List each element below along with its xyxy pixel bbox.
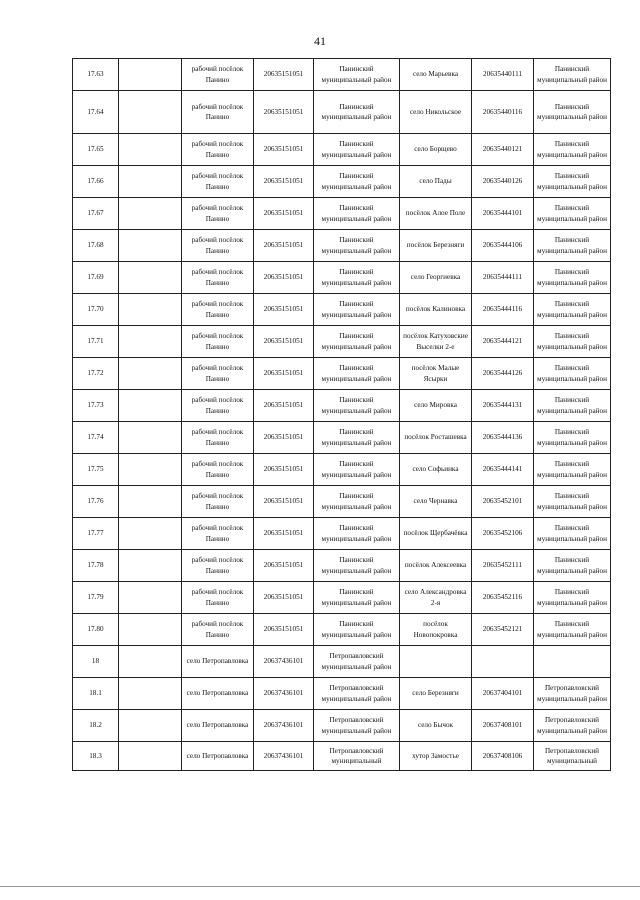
table-cell-col6: 20635444131 <box>472 390 534 422</box>
table-cell-col3: 20637436101 <box>254 646 314 678</box>
table-cell-col5: посёлок Калиновка <box>400 294 472 326</box>
table-cell-col6: 20635440111 <box>472 59 534 91</box>
table-cell-col3: 20635151051 <box>254 486 314 518</box>
table-cell-col0: 17.78 <box>73 550 119 582</box>
table-cell-col1 <box>119 422 182 454</box>
table-row <box>73 518 611 550</box>
table-cell-col5: посёлок Алое Поле <box>400 198 472 230</box>
table-cell-col0: 17.66 <box>73 166 119 198</box>
table-cell-col0: 17.65 <box>73 134 119 166</box>
table-cell-col3: 20637436101 <box>254 678 314 710</box>
table-row <box>73 134 611 166</box>
table-cell-col2: рабочий посёлок Панино <box>182 518 254 550</box>
table-cell-col1 <box>119 91 182 134</box>
table-cell-col7: Панинский муниципальный район <box>534 262 611 294</box>
table-cell-col2: рабочий посёлок Панино <box>182 582 254 614</box>
table-cell-col5: посёлок Щербачёвка <box>400 518 472 550</box>
table-cell-col5: село Чернавка <box>400 486 472 518</box>
table-cell-col3: 20635151051 <box>254 518 314 550</box>
table-cell-col2: рабочий посёлок Панино <box>182 454 254 486</box>
table-cell-col1 <box>119 550 182 582</box>
table-cell-col5 <box>400 646 472 678</box>
table-cell-col0: 17.77 <box>73 518 119 550</box>
table-cell-col7: Панинский муниципальный район <box>534 294 611 326</box>
table-cell-col4: Петропавловский муниципальный район <box>314 678 400 710</box>
table-cell-col1 <box>119 326 182 358</box>
table-row <box>73 262 611 294</box>
table-cell-col0: 17.79 <box>73 582 119 614</box>
table-row <box>73 742 611 771</box>
table-cell-col4: Панинский муниципальный район <box>314 262 400 294</box>
table-cell-col1 <box>119 390 182 422</box>
table-cell-col0: 17.68 <box>73 230 119 262</box>
table-cell-col7: Панинский муниципальный район <box>534 550 611 582</box>
table-cell-col3: 20635151051 <box>254 614 314 646</box>
table-cell-col0: 17.75 <box>73 454 119 486</box>
table-cell-col6: 20637404101 <box>472 678 534 710</box>
table-cell-col1 <box>119 646 182 678</box>
table-cell-col5: хутор Замостье <box>400 742 472 771</box>
table-cell-col2: село Петропавловка <box>182 646 254 678</box>
table-cell-col7: Панинский муниципальный район <box>534 422 611 454</box>
table-cell-col5: посёлок Березняги <box>400 230 472 262</box>
table-cell-col7: Панинский муниципальный район <box>534 358 611 390</box>
table-cell-col5: село Пады <box>400 166 472 198</box>
table-cell-col2: рабочий посёлок Панино <box>182 358 254 390</box>
table-cell-col0: 17.74 <box>73 422 119 454</box>
table-cell-col3: 20637436101 <box>254 710 314 742</box>
table-cell-col2: село Петропавловка <box>182 742 254 771</box>
table-cell-col5: село Никольское <box>400 91 472 134</box>
table-cell-col7: Петропавловский муниципальный район <box>534 710 611 742</box>
table-cell-col3: 20637436101 <box>254 742 314 771</box>
table-row <box>73 326 611 358</box>
table-cell-col5: село Александровка 2-я <box>400 582 472 614</box>
table-cell-col2: рабочий посёлок Панино <box>182 230 254 262</box>
table-cell-col4: Панинский муниципальный район <box>314 358 400 390</box>
table-cell-col5: посёлок Малые Ясырки <box>400 358 472 390</box>
table-cell-col0: 17.69 <box>73 262 119 294</box>
table-cell-col6: 20637408101 <box>472 710 534 742</box>
table-row <box>73 198 611 230</box>
table-row <box>73 422 611 454</box>
table-cell-col1 <box>119 230 182 262</box>
table-cell-col4: Панинский муниципальный район <box>314 582 400 614</box>
table-cell-col7: Панинский муниципальный район <box>534 614 611 646</box>
table-cell-col2: рабочий посёлок Панино <box>182 614 254 646</box>
table-cell-col2: рабочий посёлок Панино <box>182 166 254 198</box>
table-cell-col4: Панинский муниципальный район <box>314 134 400 166</box>
table-cell-col2: рабочий посёлок Панино <box>182 294 254 326</box>
table-row <box>73 710 611 742</box>
table-cell-col1 <box>119 358 182 390</box>
table-cell-col2: рабочий посёлок Панино <box>182 390 254 422</box>
table-cell-col6: 20635452111 <box>472 550 534 582</box>
table-cell-col7: Панинский муниципальный район <box>534 486 611 518</box>
table-cell-col7: Панинский муниципальный район <box>534 166 611 198</box>
table-cell-col2: рабочий посёлок Панино <box>182 198 254 230</box>
table-cell-col1 <box>119 198 182 230</box>
table-cell-col5: посёлок Катуховские Выселки 2-е <box>400 326 472 358</box>
table-cell-col2: село Петропавловка <box>182 710 254 742</box>
table-cell-col1 <box>119 59 182 91</box>
table-row <box>73 390 611 422</box>
table-cell-col0: 18.2 <box>73 710 119 742</box>
table-cell-col2: рабочий посёлок Панино <box>182 91 254 134</box>
table-cell-col6: 20635444111 <box>472 262 534 294</box>
table-cell-col3: 20635151051 <box>254 59 314 91</box>
table-cell-col4: Петропавловский муниципальный район <box>314 710 400 742</box>
table-cell-col6: 20635444136 <box>472 422 534 454</box>
table-cell-col4: Панинский муниципальный район <box>314 326 400 358</box>
table-cell-col5: посёлок Росташевка <box>400 422 472 454</box>
table-row <box>73 166 611 198</box>
table-cell-col4: Панинский муниципальный район <box>314 91 400 134</box>
table-cell-col3: 20635151051 <box>254 422 314 454</box>
table-cell-col3: 20635151051 <box>254 550 314 582</box>
table-cell-col7: Панинский муниципальный район <box>534 326 611 358</box>
table-cell-col0: 18.1 <box>73 678 119 710</box>
table-cell-col5: село Марьевка <box>400 59 472 91</box>
table-cell-col0: 17.80 <box>73 614 119 646</box>
table-cell-col7: Панинский муниципальный район <box>534 390 611 422</box>
table-cell-col6: 20637408106 <box>472 742 534 771</box>
table-body <box>73 59 611 771</box>
table-cell-col6: 20635440116 <box>472 91 534 134</box>
table-cell-col3: 20635151051 <box>254 582 314 614</box>
table-cell-col7: Панинский муниципальный район <box>534 582 611 614</box>
table-cell-col5: село Борщево <box>400 134 472 166</box>
table-row <box>73 358 611 390</box>
page-number: 41 <box>314 34 326 48</box>
table-cell-col1 <box>119 518 182 550</box>
table-cell-col0: 17.73 <box>73 390 119 422</box>
table-cell-col3: 20635151051 <box>254 358 314 390</box>
table-cell-col0: 17.67 <box>73 198 119 230</box>
table-cell-col3: 20635151051 <box>254 294 314 326</box>
table-row <box>73 486 611 518</box>
table-cell-col4: Панинский муниципальный район <box>314 294 400 326</box>
table-cell-col3: 20635151051 <box>254 326 314 358</box>
table-cell-col4: Панинский муниципальный район <box>314 422 400 454</box>
table-cell-col1 <box>119 614 182 646</box>
table-cell-col5: село Георгиевка <box>400 262 472 294</box>
table-cell-col6: 20635444141 <box>472 454 534 486</box>
table-cell-col1 <box>119 582 182 614</box>
table-cell-col4: Панинский муниципальный район <box>314 230 400 262</box>
table-cell-col5: село Березняги <box>400 678 472 710</box>
table-cell-col3: 20635151051 <box>254 166 314 198</box>
table-cell-col0: 17.76 <box>73 486 119 518</box>
table-cell-col1 <box>119 134 182 166</box>
table-row <box>73 59 611 91</box>
table-cell-col3: 20635151051 <box>254 390 314 422</box>
table-cell-col2: рабочий посёлок Панино <box>182 134 254 166</box>
table-cell-col0: 18 <box>73 646 119 678</box>
table-cell-col4: Петропавловский муниципальный район <box>314 646 400 678</box>
table-cell-col7: Панинский муниципальный район <box>534 518 611 550</box>
table-cell-col4: Панинский муниципальный район <box>314 518 400 550</box>
table-cell-col4: Панинский муниципальный район <box>314 166 400 198</box>
table-cell-col3: 20635151051 <box>254 454 314 486</box>
table-cell-col7: Панинский муниципальный район <box>534 454 611 486</box>
table-cell-col3: 20635151051 <box>254 134 314 166</box>
table-cell-col0: 17.63 <box>73 59 119 91</box>
table-cell-col5: посёлок Новопокровка <box>400 614 472 646</box>
table-cell-col4: Панинский муниципальный район <box>314 59 400 91</box>
table-row <box>73 230 611 262</box>
table-row <box>73 582 611 614</box>
table-cell-col1 <box>119 742 182 771</box>
table-cell-col2: рабочий посёлок Панино <box>182 422 254 454</box>
table-cell-col4: Петропавловский муниципальный <box>314 742 400 771</box>
table-cell-col1 <box>119 710 182 742</box>
table-row <box>73 454 611 486</box>
table-cell-col7: Панинский муниципальный район <box>534 198 611 230</box>
table-cell-col6: 20635444106 <box>472 230 534 262</box>
table-cell-col1 <box>119 486 182 518</box>
table-row <box>73 294 611 326</box>
footer-rule <box>0 886 640 887</box>
table-cell-col6 <box>472 646 534 678</box>
table-cell-col7 <box>534 646 611 678</box>
table-cell-col4: Панинский муниципальный район <box>314 390 400 422</box>
table-cell-col6: 20635444101 <box>472 198 534 230</box>
table-cell-col6: 20635452116 <box>472 582 534 614</box>
table-cell-col3: 20635151051 <box>254 198 314 230</box>
table-cell-col0: 17.70 <box>73 294 119 326</box>
table-cell-col6: 20635452101 <box>472 486 534 518</box>
table-cell-col6: 20635444121 <box>472 326 534 358</box>
table-cell-col2: рабочий посёлок Панино <box>182 550 254 582</box>
table-cell-col0: 17.72 <box>73 358 119 390</box>
table-cell-col6: 20635444126 <box>472 358 534 390</box>
table-cell-col7: Панинский муниципальный район <box>534 230 611 262</box>
table-cell-col1 <box>119 678 182 710</box>
table-cell-col3: 20635151051 <box>254 230 314 262</box>
settlements-table <box>72 58 611 771</box>
table-cell-col4: Панинский муниципальный район <box>314 550 400 582</box>
table-cell-col2: рабочий посёлок Панино <box>182 262 254 294</box>
table-cell-col1 <box>119 166 182 198</box>
table-cell-col4: Панинский муниципальный район <box>314 198 400 230</box>
table-row <box>73 646 611 678</box>
table-cell-col3: 20635151051 <box>254 91 314 134</box>
table-cell-col1 <box>119 294 182 326</box>
table-cell-col7: Панинский муниципальный район <box>534 91 611 134</box>
table-cell-col5: село Мировка <box>400 390 472 422</box>
table-cell-col7: Петропавловский муниципальный <box>534 742 611 771</box>
table-cell-col0: 17.71 <box>73 326 119 358</box>
table-cell-col5: посёлок Алексеевка <box>400 550 472 582</box>
table-cell-col1 <box>119 454 182 486</box>
table-cell-col4: Панинский муниципальный район <box>314 486 400 518</box>
table-row <box>73 678 611 710</box>
table-cell-col1 <box>119 262 182 294</box>
table-cell-col5: село Софьинка <box>400 454 472 486</box>
table-cell-col2: рабочий посёлок Панино <box>182 59 254 91</box>
table-row <box>73 91 611 134</box>
table-row <box>73 614 611 646</box>
table-cell-col2: село Петропавловка <box>182 678 254 710</box>
table-cell-col6: 20635452106 <box>472 518 534 550</box>
table-cell-col6: 20635444116 <box>472 294 534 326</box>
table-cell-col6: 20635440126 <box>472 166 534 198</box>
table-cell-col2: рабочий посёлок Панино <box>182 486 254 518</box>
table-cell-col7: Петропавловский муниципальный район <box>534 678 611 710</box>
table-cell-col4: Панинский муниципальный район <box>314 614 400 646</box>
table-row <box>73 550 611 582</box>
table-cell-col6: 20635440121 <box>472 134 534 166</box>
table-cell-col5: село Бычок <box>400 710 472 742</box>
table-cell-col4: Панинский муниципальный район <box>314 454 400 486</box>
table-cell-col0: 18.3 <box>73 742 119 771</box>
table-cell-col3: 20635151051 <box>254 262 314 294</box>
table-cell-col2: рабочий посёлок Панино <box>182 326 254 358</box>
table-cell-col0: 17.64 <box>73 91 119 134</box>
table-cell-col7: Панинский муниципальный район <box>534 59 611 91</box>
table-cell-col6: 20635452121 <box>472 614 534 646</box>
table-cell-col7: Панинский муниципальный район <box>534 134 611 166</box>
